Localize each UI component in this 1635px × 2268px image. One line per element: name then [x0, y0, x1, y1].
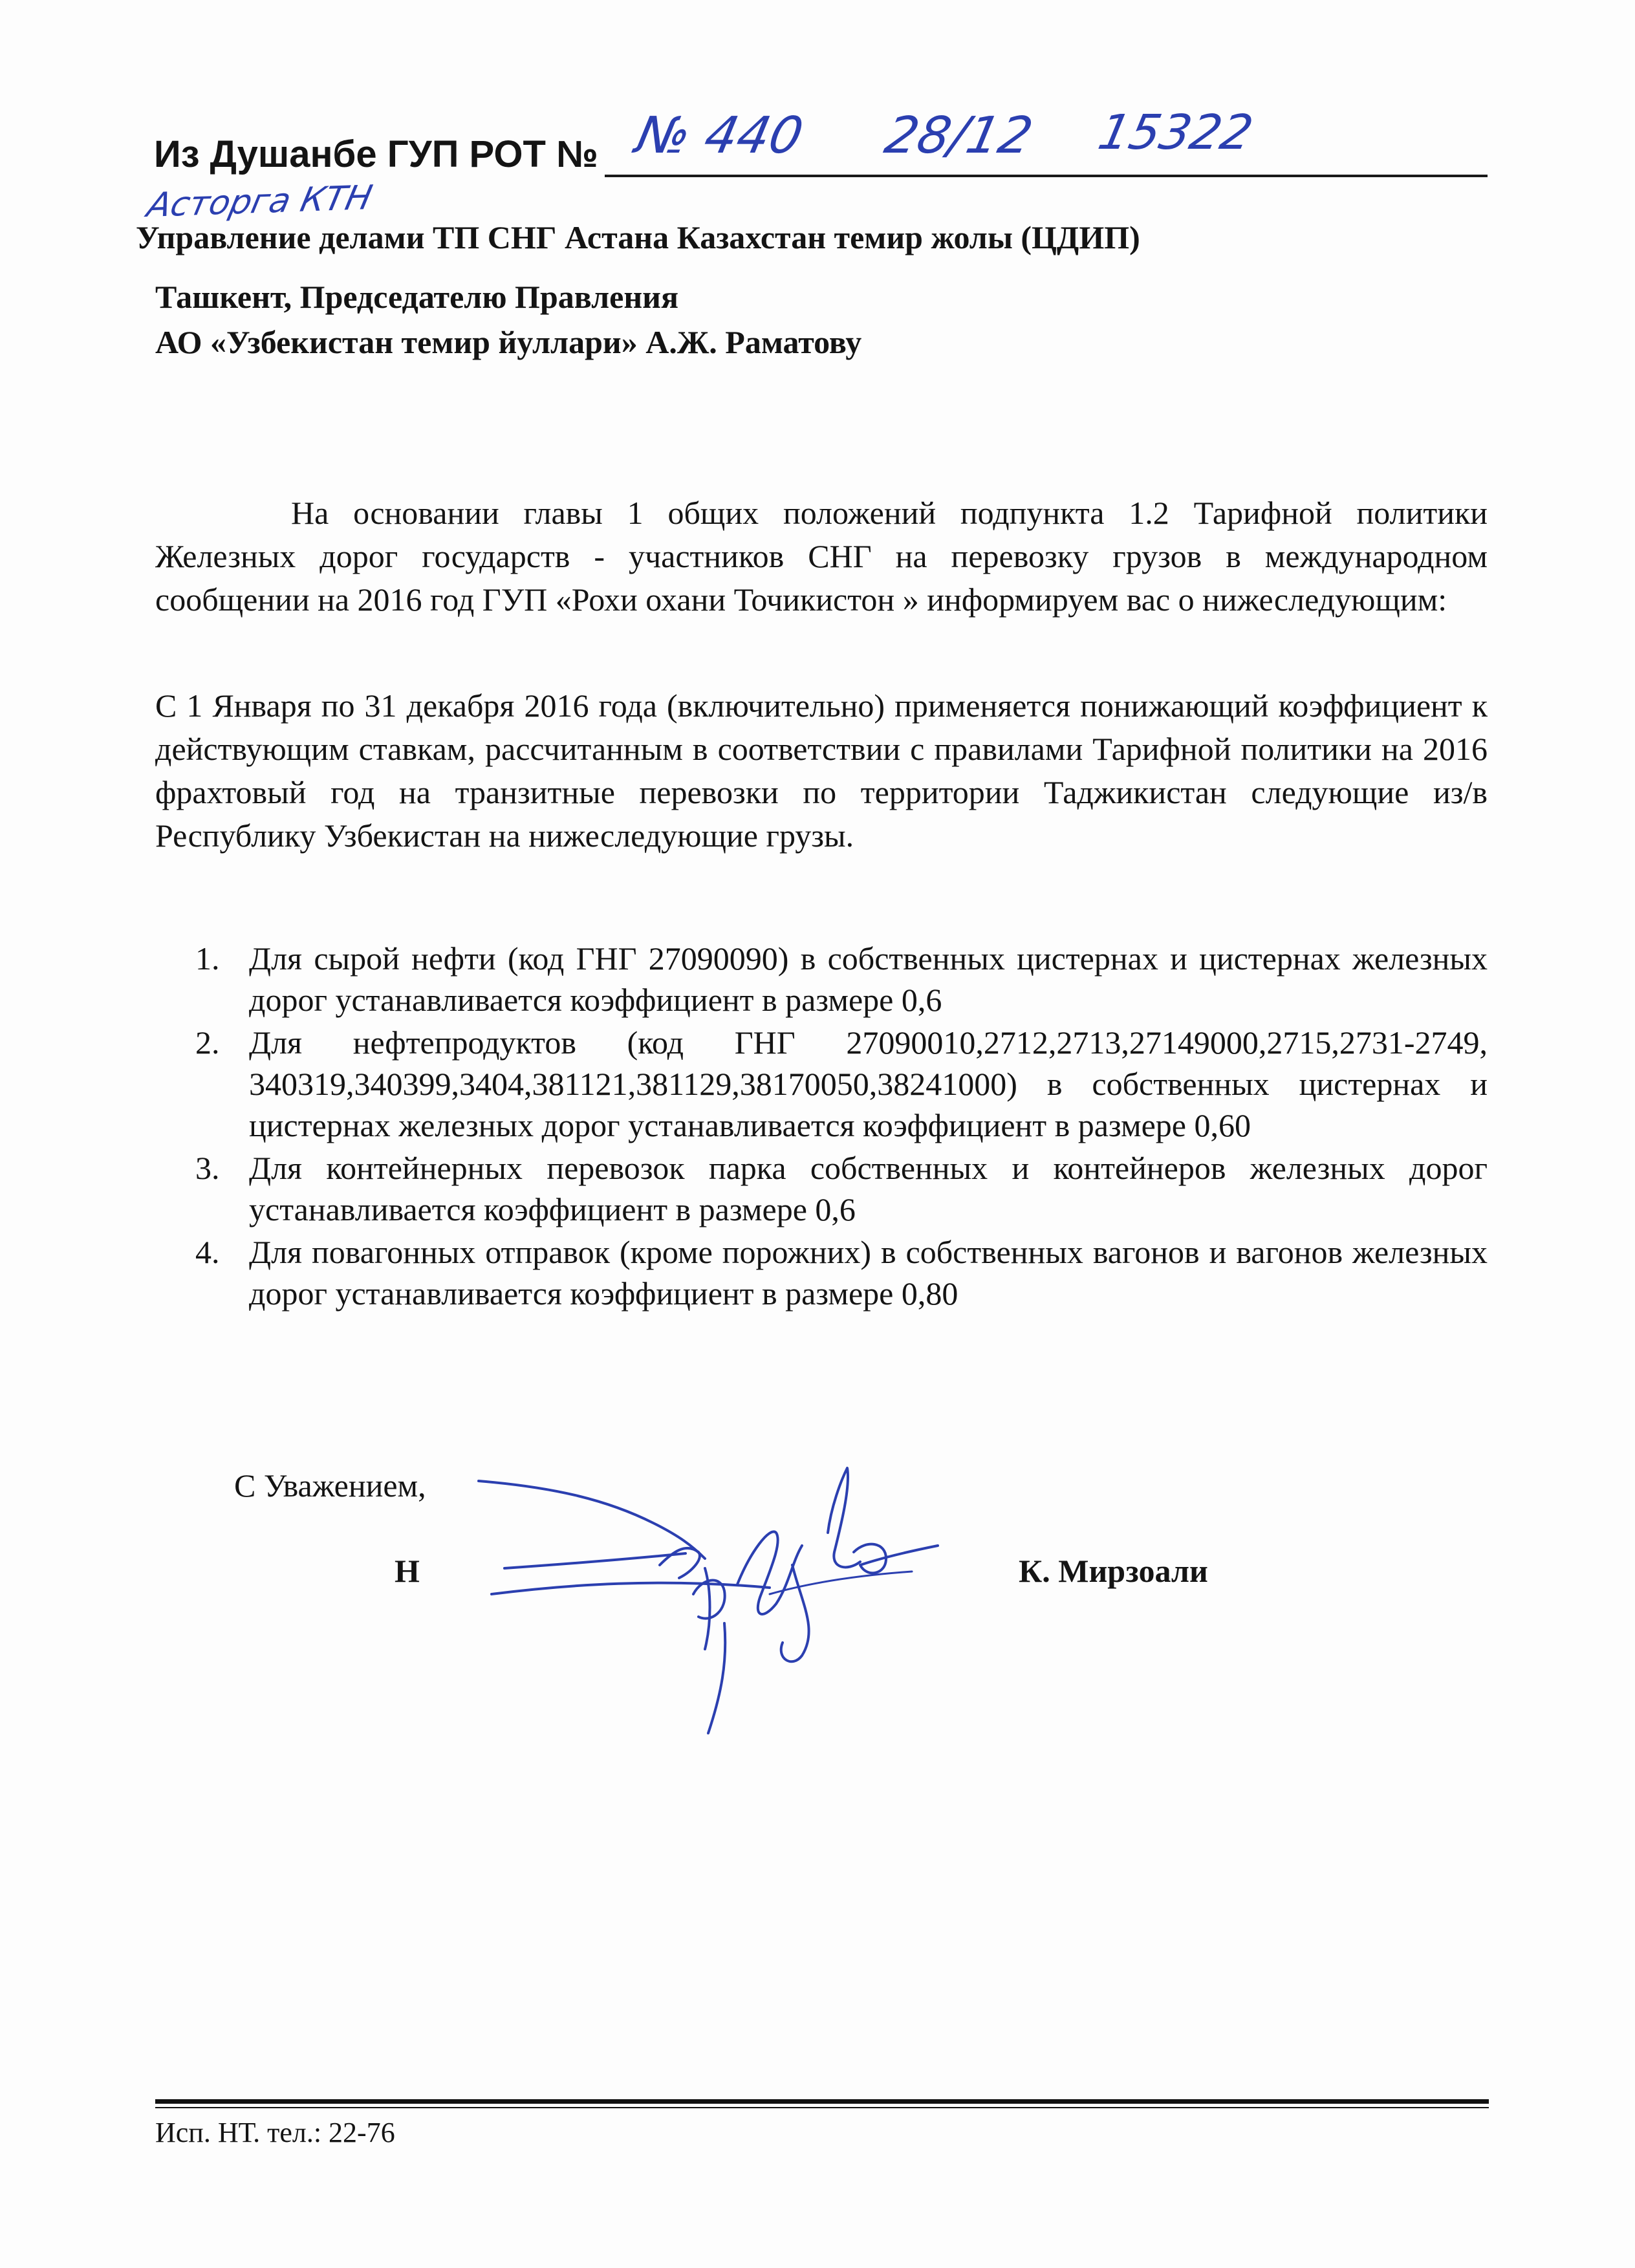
list-item-number: 4. — [195, 1234, 220, 1270]
signatory-title: Н — [395, 1553, 420, 1589]
footer-rule — [155, 2099, 1489, 2104]
list-item-number: 2. — [195, 1024, 220, 1061]
list-item-number: 3. — [195, 1150, 220, 1186]
coefficient-list — [155, 938, 1488, 1315]
list-item-text: Для контейнерных перевозок парка собственных и контейнеров железных дорог устанавливается коэффициент в размере 0,6 — [249, 1150, 1488, 1227]
footer-rule-thin — [155, 2107, 1489, 2108]
list-item-text: Для нефтепродуктов (код ГНГ 27090010,2712,2713,27149000,2715,2731-2749, 340319,340399,3404,381121,381129,38170050,38241000) в собственных цистернах и цистернах железных дорог устанавливается коэффициент в размере 0,60 — [249, 1024, 1488, 1143]
signatory-name: К. Мирзоали — [1019, 1553, 1208, 1589]
recipient-line-2: Ташкент, Председателю Правления — [155, 279, 679, 315]
recipient-line-3: АО «Узбекистан темир йуллари» А.Ж. Раматову — [155, 324, 862, 360]
paragraph-intro: На основании главы 1 общих положений подпункта 1.2 Тарифной политики Железных дорог государств - участников СНГ на перевозку грузов в международном сообщении на 2016 год ГУП «Рохи охани Точикистон » информируем вас о нижеследующим: — [155, 495, 1488, 618]
list-item — [155, 938, 1488, 1021]
closing-salutation: С Уважением, — [234, 1467, 426, 1504]
list-item — [155, 1147, 1488, 1230]
handwritten-date: 28/12 — [880, 107, 1038, 165]
list-item — [155, 1231, 1488, 1314]
paragraph-terms: С 1 Января по 31 декабря 2016 года (включительно) применяется понижающий коэффициент к действующим ставкам, рассчитанным в соответствии с правилами Тарифной политики на 2016 фрахтовый год на транзитные перевозки по территории Таджикистан следующие из/в Республику Узбекистан на нижеследующие грузы. — [155, 687, 1488, 854]
list-item-text: Для повагонных отправок (кроме порожних) в собственных вагонов и вагонов железных дорог устанавливается коэффициент в размере 0,80 — [249, 1234, 1488, 1312]
handwritten-note: Асторга КТН — [144, 178, 376, 225]
list-item-number: 1. — [195, 940, 220, 977]
handwritten-code: 15322 — [1093, 105, 1258, 160]
list-item-text: Для сырой нефти (код ГНГ 27090090) в собственных цистернах и цистернах железных дорог устанавливается коэффициент в размере 0,6 — [249, 940, 1488, 1018]
list-item — [155, 1022, 1488, 1146]
handwritten-signature — [466, 1455, 957, 1759]
recipient-line-1: Управление делами ТП СНГ Астана Казахстан темир жолы (ЦДИП) — [136, 219, 1140, 255]
footer-contact: Исп. НТ. тел.: 22-76 — [155, 2117, 395, 2148]
header-origin: Из Душанбе ГУП РОТ № — [154, 133, 598, 175]
handwritten-number: № 440 — [631, 107, 808, 165]
header-number-rule — [605, 175, 1488, 177]
